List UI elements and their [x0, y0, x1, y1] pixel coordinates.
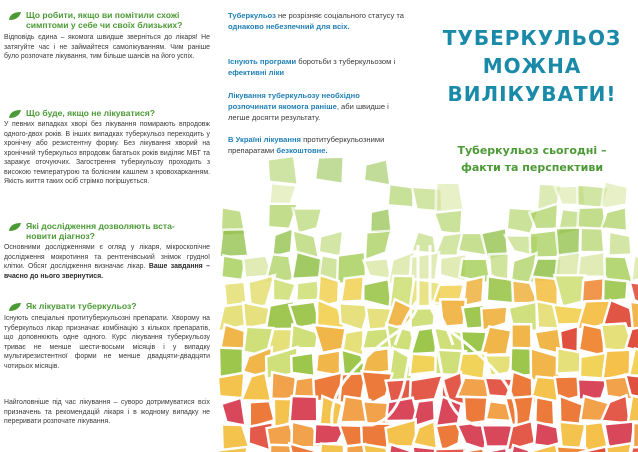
heading-line: Що робити, якщо ви помітили схожі [26, 10, 180, 20]
question-heading-no-treatment [4, 108, 212, 118]
fact-highlight: безкоштовне. [276, 146, 328, 155]
heading-line: Які дослідження дозволяють вста- [26, 221, 175, 231]
leaf-icon [8, 302, 22, 312]
fact-highlight: однаково небезпечний для всіх. [228, 22, 350, 31]
leaf-icon [8, 11, 22, 21]
fact-text: , аби швидше і легше досягти результату. [228, 102, 389, 122]
fact-highlight: Існують програми [228, 57, 297, 66]
heading-line: симптоми у себе чи своїх близьких? [26, 20, 183, 30]
answer-symptoms: Відповідь єдина – якомога швидше зверніться до лікаря! Не затягуйте час і не займайтеся самолікуванням. Чим раніше було розпочате лікування, тим більше шансів на його успіх. [4, 34, 210, 60]
fact-text: не розрізняє соціального статусу та [275, 11, 404, 20]
cover-subtitle [426, 142, 638, 176]
fact-text: протитуберкульозними препаратами [228, 135, 385, 155]
fact-highlight: Лікування туберкульозу необхідно розпочинати якомога раніше [228, 91, 360, 111]
fact-text: боротьби з туберкульозом і [296, 57, 396, 66]
fact-paragraph-1 [228, 10, 406, 32]
answer-treatment: Існують спеціальні протитуберкульозні препарати. Хворому на туберкульоз лікар призначає комбінацію з кількох препаратів, що доповнюють одне одного. Курс лікування туберкульозу триває не менше шести-восьми місяців і у випадку мультирезистентної форми не менше двадцяти-двадцяти чотирьох місяців. [4, 315, 210, 370]
heading-line: новити діагноз? [26, 231, 95, 241]
fact-highlight: Туберкульоз [228, 11, 276, 20]
title-line: ТУБЕРКУЛЬОЗ [442, 26, 622, 50]
answer-diagnosis [4, 243, 210, 281]
answer-no-treatment: У певних випадках хворі без лікування помирають впродовж одного-двох років. В інших випадках туберкульоз переходить у хронічну або резистентну форму. Без лікування хворий на хронічний туберкульоз впродовж багатьох років виділяє МБТ та заражує оточуючих. Загострення туберкульозу проходить з високою температурою та болісним кашлем з кровохарканням. Якість життя таких осіб стрімко погіршується. [4, 121, 210, 185]
question-heading-symptoms [4, 10, 212, 30]
fact-paragraph-2 [228, 56, 406, 78]
answer-text: Основними дослідженнями є огляд у лікаря, мікроскопічне дослідження мокротиння та рентгенівський знімок грудної клітки. Обсяг дослідження визначає лікар. [4, 244, 210, 270]
leaf-icon [8, 222, 22, 232]
fact-paragraph-3 [228, 90, 406, 123]
answer-treatment-note: Найголовніше під час лікування – суворо дотримуватися всіх призначень та рекомендацій лікаря і в жодному випадку не переривати розпочате лікування. [4, 399, 210, 425]
fact-highlight: В Україні лікування [228, 135, 301, 144]
left-panel [0, 0, 212, 452]
title-line: ВИЛІКУВАТИ! [447, 82, 617, 106]
fact-paragraph-4 [228, 134, 406, 156]
subtitle-line: факти та перспективи [460, 161, 604, 174]
leaf-icon [8, 109, 22, 119]
title-line: МОЖНА [482, 54, 582, 78]
answer-emphasis: Ваше завдання – вчасно до нього звернутися. [4, 263, 210, 280]
right-panel [426, 0, 638, 452]
question-heading-diagnosis [4, 221, 212, 241]
middle-panel [220, 0, 420, 452]
fact-highlight: ефективні ліки [228, 68, 285, 77]
subtitle-line: Туберкульоз сьогодні – [457, 144, 607, 157]
question-heading-treatment [4, 301, 212, 311]
cover-title [426, 24, 638, 108]
heading-line: Як лікувати туберкульоз? [26, 301, 137, 311]
heading-line: Що буде, якщо не лікуватися? [26, 108, 156, 118]
